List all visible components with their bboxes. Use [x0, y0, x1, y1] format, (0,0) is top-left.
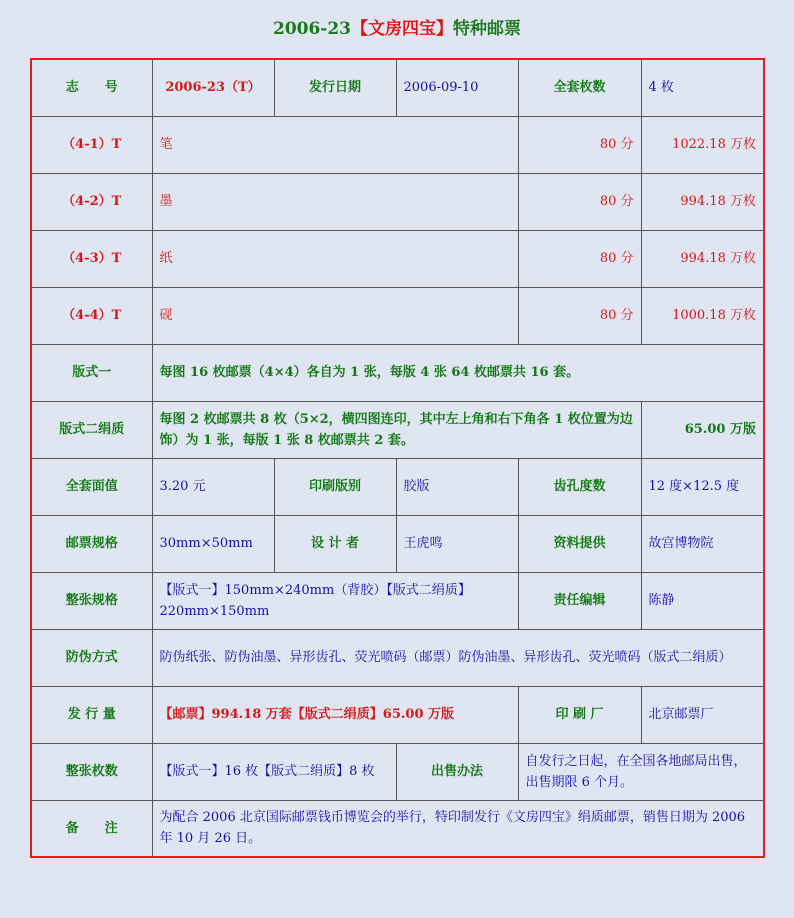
- row-issue-volume: [31, 686, 764, 743]
- note-label: 备 注: [31, 800, 152, 857]
- stamp-code: （4-1）T: [31, 116, 152, 173]
- note-value: 为配合 2006 北京国际邮票钱币博览会的举行，特印制发行《文房四宝》绢质邮票，销售日期为 2006 年 10 月 26 日。: [152, 800, 764, 857]
- editor-value: 陈静: [641, 572, 764, 629]
- row-format1: [31, 344, 764, 401]
- designer-value: 王虎鸣: [396, 515, 518, 572]
- stamp-face: 80 分: [518, 230, 641, 287]
- printer-label: 印 刷 厂: [518, 686, 641, 743]
- issue-volume-label: 发 行 量: [31, 686, 152, 743]
- sale-method-label: 出售办法: [396, 743, 518, 800]
- stamp-row: [31, 287, 764, 344]
- stamp-code: （4-3）T: [31, 230, 152, 287]
- format2-quantity: 65.00 万版: [641, 401, 764, 458]
- stamp-row: [31, 116, 764, 173]
- format1-label: 版式一: [31, 344, 152, 401]
- face-label: 全套面值: [31, 458, 152, 515]
- format1-text: 每图 16 枚邮票（4×4）各自为 1 张，每版 4 张 64 枚邮票共 16 套。: [152, 344, 764, 401]
- source-label: 资料提供: [518, 515, 641, 572]
- sale-method-value: 自发行之日起，在全国各地邮局出售，出售期限 6 个月。: [518, 743, 764, 800]
- issue-date-label: 发行日期: [274, 59, 396, 116]
- stamp-info-table: [30, 58, 765, 858]
- stamp-name: 墨: [152, 173, 518, 230]
- row-sheet-count: [31, 743, 764, 800]
- issue-volume-value: 【邮票】994.18 万套【版式二绢质】65.00 万版: [152, 686, 518, 743]
- perf-label: 齿孔度数: [518, 458, 641, 515]
- face-value: 3.20 元: [152, 458, 274, 515]
- editor-label: 责任编辑: [518, 572, 641, 629]
- stamp-face: 80 分: [518, 116, 641, 173]
- sheet-spec-label: 整张规格: [31, 572, 152, 629]
- sheet-count-label: 整张枚数: [31, 743, 152, 800]
- stamp-face: 80 分: [518, 287, 641, 344]
- stamp-quantity: 994.18 万枚: [641, 173, 764, 230]
- zhihao-label: 志 号: [31, 59, 152, 116]
- page-title: [0, 14, 794, 39]
- stamp-quantity: 994.18 万枚: [641, 230, 764, 287]
- perf-value: 12 度×12.5 度: [641, 458, 764, 515]
- set-count-value: 4 枚: [641, 59, 764, 116]
- stamp-name: 砚: [152, 287, 518, 344]
- row-note: [31, 800, 764, 857]
- sheet-spec-value: 【版式一】150mm×240mm（背胶）【版式二绢质】220mm×150mm: [152, 572, 518, 629]
- title-highlight: 【文房四宝】: [351, 19, 454, 39]
- row-spec: [31, 515, 764, 572]
- stamp-row: [31, 173, 764, 230]
- spec-label: 邮票规格: [31, 515, 152, 572]
- stamp-row: [31, 230, 764, 287]
- title-suffix: 特种邮票: [453, 19, 522, 39]
- stamp-code: （4-2）T: [31, 173, 152, 230]
- issue-date-value: 2006-09-10: [396, 59, 518, 116]
- title-prefix: 2006-23: [272, 19, 352, 39]
- zhihao-value: 2006-23（T）: [152, 59, 274, 116]
- stamp-quantity: 1022.18 万枚: [641, 116, 764, 173]
- spec-value: 30mm×50mm: [152, 515, 274, 572]
- stamp-code: （4-4）T: [31, 287, 152, 344]
- print-label: 印刷版别: [274, 458, 396, 515]
- print-value: 胶版: [396, 458, 518, 515]
- row-face-value: [31, 458, 764, 515]
- source-value: 故宫博物院: [641, 515, 764, 572]
- sheet-count-value: 【版式一】16 枚【版式二绢质】8 枚: [152, 743, 396, 800]
- security-value: 防伪纸张、防伪油墨、异形齿孔、荧光喷码（邮票）防伪油墨、异形齿孔、荧光喷码（版式二绢质）: [152, 629, 764, 686]
- row-zhihao: [31, 59, 764, 116]
- format2-label: 版式二绢质: [31, 401, 152, 458]
- set-count-label: 全套枚数: [518, 59, 641, 116]
- row-format2: [31, 401, 764, 458]
- stamp-quantity: 1000.18 万枚: [641, 287, 764, 344]
- stamp-face: 80 分: [518, 173, 641, 230]
- security-label: 防伪方式: [31, 629, 152, 686]
- row-sheet-spec: [31, 572, 764, 629]
- stamp-name: 笔: [152, 116, 518, 173]
- stamp-name: 纸: [152, 230, 518, 287]
- designer-label: 设 计 者: [274, 515, 396, 572]
- printer-value: 北京邮票厂: [641, 686, 764, 743]
- row-security: [31, 629, 764, 686]
- format2-text: 每图 2 枚邮票共 8 枚（5×2，横四图连印，其中左上角和右下角各 1 枚位置为边饰）为 1 张，每版 1 张 8 枚邮票共 2 套。: [152, 401, 641, 458]
